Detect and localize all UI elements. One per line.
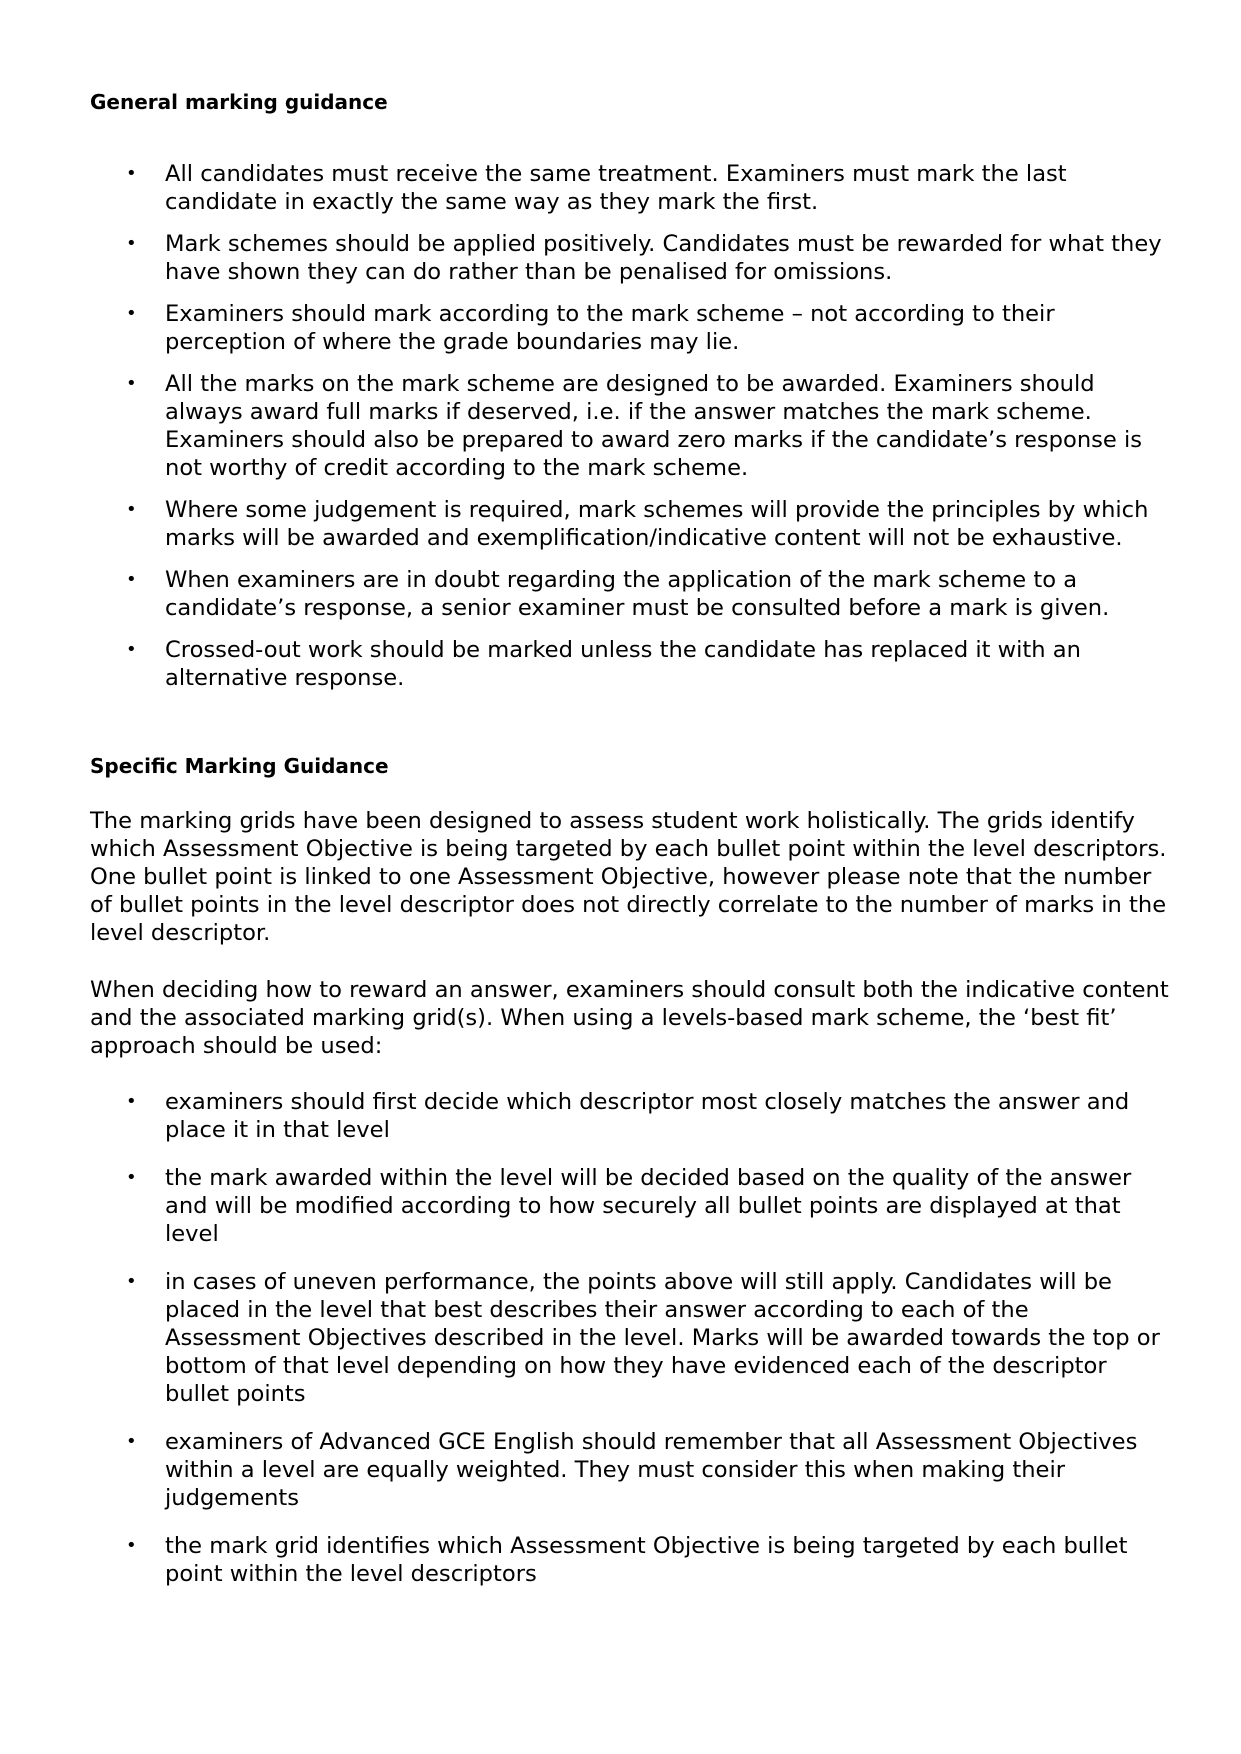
list-item [90,1088,1170,1144]
specific-paragraph-best-fit: When deciding how to reward an answer, examiners should consult both the indicative content and the associated marking grid(s). When using a levels-based mark scheme, the ‘best fit’ approach should be used: [90,977,1169,1059]
list-item-text: Where some judgement is required, mark schemes will provide the principles by which marks will be awarded and exemplification/indicative content will not be exhaustive. [165,497,1149,551]
list-item-text: All the marks on the mark scheme are designed to be awarded. Examiners should always award full marks if deserved, i.e. if the answer matches the mark scheme. Examiners should also be prepared to award zero marks if the candidate’s response is not worthy of credit according to the mark scheme. [165,371,1143,481]
bullet-icon: • [126,303,137,324]
bullet-icon: • [126,1091,137,1112]
list-item-text: examiners of Advanced GCE English should remember that all Assessment Objectives within a level are equally weighted. They must consider this when making their judgements [165,1429,1138,1511]
list-item-text: Crossed-out work should be marked unless the candidate has replaced it with an alternative response. [165,637,1081,691]
bullet-icon: • [126,1271,137,1292]
list-item-text: examiners should first decide which descriptor most closely matches the answer and place it in that level [165,1089,1130,1143]
list-item-text: Mark schemes should be applied positively. Candidates must be rewarded for what they have shown they can do rather than be penalised for omissions. [165,231,1162,285]
list-item [90,1428,1170,1512]
document-page [90,88,1170,1588]
bullet-icon: • [126,163,137,184]
bullet-icon: • [126,639,137,660]
list-item [90,230,1170,286]
list-item-text: Examiners should mark according to the mark scheme – not according to their perception of where the grade boundaries may lie. [165,301,1055,355]
list-item [90,160,1170,216]
general-guidance-list [90,160,1170,692]
bullet-icon: • [126,373,137,394]
bullet-icon: • [126,1167,137,1188]
bullet-icon: • [126,569,137,590]
list-item [90,496,1170,552]
list-item-text: the mark grid identifies which Assessment Objective is being targeted by each bullet point within the level descriptors [165,1533,1128,1587]
specific-paragraph-grids: The marking grids have been designed to assess student work holistically. The grids identify which Assessment Objective is being targeted by each bullet point within the level descriptors. One bullet point is linked to one Assessment Objective, however please note that the number of bullet points in the level descriptor does not directly correlate to the number of marks in the level descriptor. [90,808,1167,946]
list-item-text: All candidates must receive the same treatment. Examiners must mark the last candidate in exactly the same way as they mark the first. [165,161,1067,215]
general-marking-heading: General marking guidance [90,90,388,114]
list-item-text: When examiners are in doubt regarding the application of the mark scheme to a candidate’s response, a senior examiner must be consulted before a mark is given. [165,567,1110,621]
bullet-icon: • [126,1535,137,1556]
bullet-icon: • [126,1431,137,1452]
bullet-icon: • [126,233,137,254]
list-item-text: the mark awarded within the level will be decided based on the quality of the answer and will be modified according to how securely all bullet points are displayed at that level [165,1165,1132,1247]
list-item [90,1164,1170,1248]
bullet-icon: • [126,499,137,520]
specific-guidance-list [90,1088,1170,1588]
list-item [90,1268,1170,1408]
specific-marking-heading: Specific Marking Guidance [90,754,389,778]
list-item [90,636,1170,692]
list-item [90,300,1170,356]
list-item [90,566,1170,622]
list-item [90,1532,1170,1588]
list-item-text: in cases of uneven performance, the points above will still apply. Candidates will be placed in the level that best describes their answer according to each of the Assessment Objectives described in the level. Marks will be awarded towards the top or bottom of that level depending on how they have evidenced each of the descriptor bullet points [165,1269,1160,1407]
list-item [90,370,1170,482]
